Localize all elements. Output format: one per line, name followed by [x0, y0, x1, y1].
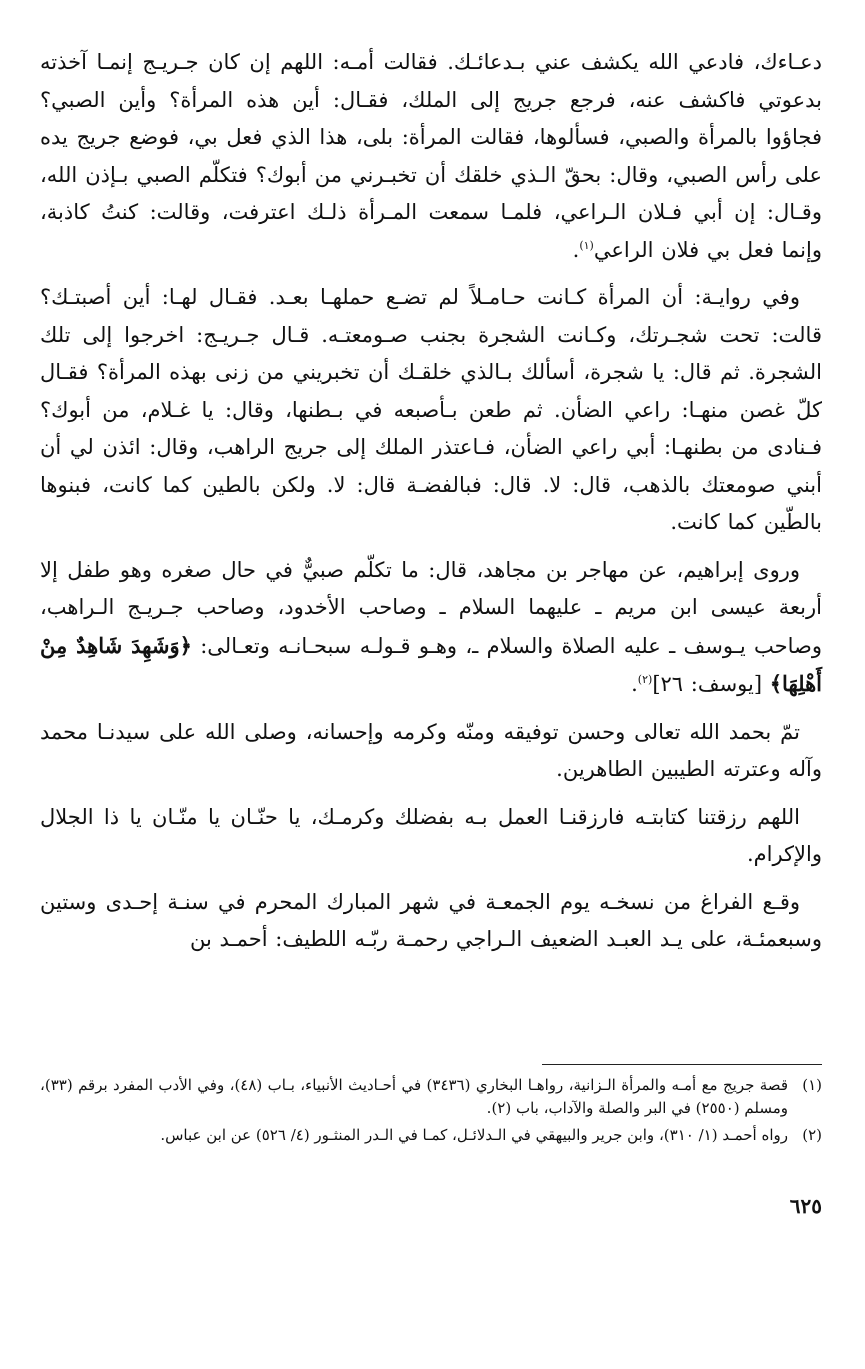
- paragraph-text: دعـاءك، فادعي الله يكشف عني بـدعائـك. فقالت أمـه: اللهم إن كان جـريـج إنمـا آخذته بدعوتي فاكشف عنه، فرجع جريج إلى الملك، فقـال: أين هذه المرأة؟ وأين الصبي؟ فجاؤوا بالمرأة والصبي، فسألوها، فقالت المرأة: بلى، هذا الذي فعل بي، فوضع جريج يده على رأس الصبي، وقال: بحقّ الـذي خلقك أن تخبـرني من أبوك؟ فتكلّم الصبي بـإذن الله، وقـال: إن أبي فـلان الـراعي، فلمـا سمعت المـرأة ذلـك اعترفت، وقالت: كنتُ كاذبة، وإنما فعل بي فلان الراعي: [40, 50, 822, 262]
- paragraph-supplication: اللهم رزقتنا كتابتـه فارزقنـا العمل بـه بفضلك وكرمـك، يا حنّـان يا منّـان يا ذا الجلال والإكرام.: [40, 804, 822, 866]
- footnote-text: رواه أحمـد (١/ ٣١٠)، وابن جرير والبيهقي في الـدلائـل، كمـا في الـدر المنثـور (٤/ ٥٢٦) عن ابن عباس.: [160, 1126, 788, 1144]
- footnote-number: (٢): [802, 1126, 822, 1144]
- verse-citation: [يوسف: ٢٦]: [652, 672, 763, 696]
- footnote-divider: [542, 1064, 822, 1065]
- footnote-2: [40, 1124, 822, 1147]
- paragraph-jurayj-story-end: [40, 44, 822, 269]
- paragraph-other-narration: وفي روايـة: أن المرأة كـانت حـامـلاً لم تضـع حملهـا بعـد. فقـال لهـا: أين أصبتـك؟ قالت: تحت شجـرتك، وكـانت الشجرة بجنب صـومعتـه. قـال جـريـج: اخرجوا إلى تلك الشجرة. ثم قال: يا شجرة، أسألك بـالذي خلقـك أن تخبريني من زنى بهذه المرأة؟ فقـال كلّ غصن منهـا: راعي الضأن. ثم طعن بـأصبعه في بـطنها، وقال: يا غـلام، من أبوك؟ فـنادى من بطنهـا: أبي راعي الضأن، فـاعتذر الملك إلى جريج الراهب، وقال: ائذن لي أن أبني صومعتك بالذهب، قال: لا. قال: فبالفضـة قال: لا. ولكن بالطين كما كانت، فبنوها بالطّين كما كانت.: [40, 285, 822, 534]
- paragraph-end-mark: .: [631, 672, 638, 696]
- paragraph-end-mark: .: [572, 237, 580, 262]
- book-page: [40, 44, 822, 1344]
- paragraph-text: وروى إبراهيم، عن مهاجر بن مجاهد، قال: ما تكلّم صبيٌّ في حال صغره وهو طفل إلا أربعة عيسى ابن مريم ـ عليهما السلام ـ وصاحب الأخدود، وصاحب جـريـج الـراهب، وصاحب يـوسف ـ عليه الصلاة والسلام ـ، وهـو قـولـه سبحـانـه وتعـالى:: [40, 557, 822, 658]
- footnotes-section: [40, 1074, 822, 1151]
- paragraph-colophon: وقـع الفراغ من نسخـه يوم الجمعـة في شهر المبارك المحرم في سنـة إحـدى وستين وسبعمئـة، على يـد العبـد الضعيف الـراجي رحمـة ربّـه اللطيف: أحمـد بن: [40, 889, 822, 951]
- quran-verse: ﴿وَشَهِدَ شَاهِدٌ مِنْ أَهْلِهَا﴾: [40, 632, 822, 696]
- page-number: ٦٢٥: [789, 1194, 822, 1218]
- paragraph-four-infants: [40, 552, 822, 704]
- footnote-number: (١): [802, 1076, 822, 1094]
- footnote-ref-2[interactable]: (٢): [637, 673, 653, 686]
- footnote-ref-1[interactable]: (١): [579, 238, 594, 252]
- footnote-text: قصة جريج مع أمـه والمرأة الـزانية، رواهـا البخاري (٣٤٣٦) في أحـاديث الأنبياء، بـاب (٤٨)، وفي الأدب المفرد برقم (٣٣)، ومسلم (٢٥٥٠) في البر والصلة والآداب، باب (٢).: [40, 1076, 788, 1117]
- footnote-1: [40, 1074, 822, 1120]
- paragraph-completion: تمّ بحمد الله تعالى وحسن توفيقه ومنّه وكرمه وإحسانه، وصلى الله على سيدنـا محمد وآله وعترته الطيبين الطاهرين.: [40, 719, 822, 781]
